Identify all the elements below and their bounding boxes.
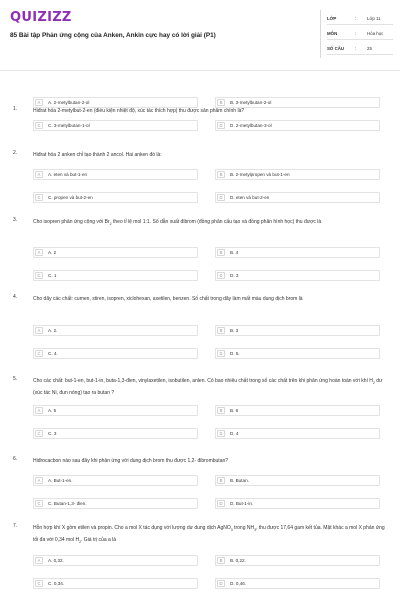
option-c[interactable]: C C. propen và but-2-en <box>33 192 198 203</box>
option-d[interactable]: D D. 3 <box>215 270 380 281</box>
question-number: 1. <box>13 106 18 112</box>
option-a[interactable]: A A. But-1-en. <box>33 475 198 486</box>
meta-label: SỐ CÂU <box>327 46 345 51</box>
option-a[interactable]: A A. 2. <box>33 325 198 336</box>
option-a[interactable]: A A. 5 <box>33 405 198 416</box>
worksheet-title: 85 Bài tập Phản ứng cộng của Anken, Ankin cực hay có lời giải (P1) <box>10 32 216 39</box>
question-text: Hỗn hợp khí X gồm etilen và propin. Cho a mol X tác dụng với lượng dư dung dịch AgNO$_3$ trong $NH_3$, thu được 17,64 gam kết tủa. Mặt khác a mol X phản ứng tối đa với 0,34 mol $H_2$. Giá trị của a là <box>33 525 385 544</box>
quizizz-logo: QUIZIZZ <box>10 10 72 25</box>
question-number: 3. <box>13 217 18 223</box>
option-c[interactable]: C C. 4. <box>33 348 198 359</box>
question-number: 2. <box>13 150 18 156</box>
question-number: 6. <box>13 456 18 462</box>
worksheet-header <box>0 0 400 64</box>
option-c[interactable]: C C. 3-metylbutan-1-ol <box>33 120 198 131</box>
option-d[interactable]: D D. 4 <box>215 428 380 439</box>
question-text: Cho các chất: but-1-en, but-1-in, buta-1,3-đien, vinylaxetilen, isobutilen, anlen. Có bao nhiêu chất trong số các chất trên khi phản ứng hoàn toàn với khí $H_2$ dư (xúc tác Ni, đun nóng) tạo ra butan ? <box>33 378 383 396</box>
meta-row-class: LỚP : Lớp 11 <box>327 16 393 28</box>
option-c[interactable]: C C. Butan-1,3- đien. <box>33 498 198 509</box>
option-c[interactable]: C C. 1 <box>33 270 198 281</box>
meta-box <box>320 10 392 58</box>
option-d[interactable]: D D. 0,46. <box>215 578 380 589</box>
meta-value: Hóa học <box>367 31 384 36</box>
question-text: Cho dãy các chất: cumen, stiren, isopren, xiclohexan, axetilen, benzen. Số chất trong dãy làm mất màu dung dịch brom là <box>33 296 303 302</box>
question-number: 7. <box>13 523 18 529</box>
option-b[interactable]: B B. 4 <box>215 247 380 258</box>
option-a[interactable]: A A. eten và but-1-en <box>33 169 198 180</box>
meta-label: MÔN <box>327 31 338 36</box>
option-d[interactable]: D D. But-1-in. <box>215 498 380 509</box>
question-text: Cho isopren phản ứng cộng với $Br_2$ theo tỉ lệ mol 1:1. Số dẫn xuất đibrom (đồng phân cấu tạo và đồng phân hình học) thu được là <box>33 219 322 226</box>
question-text: Hiđrat hóa 2 anken chỉ tạo thành 2 ancol. Hai anken đó là: <box>33 152 162 158</box>
option-b[interactable]: B B. 3 <box>215 325 380 336</box>
option-c[interactable]: C C. 3 <box>33 428 198 439</box>
option-b[interactable]: B B. 0,22. <box>215 555 380 566</box>
option-b[interactable]: B B. 6 <box>215 405 380 416</box>
option-a[interactable]: A A. 2 <box>33 247 198 258</box>
question-number: 4. <box>13 294 18 300</box>
meta-value: Lớp 11 <box>367 16 381 21</box>
question-number: 5. <box>13 376 18 382</box>
option-b[interactable]: B B. 3-metylbutan-2-ol <box>215 97 380 108</box>
option-c[interactable]: C C. 0,34. <box>33 578 198 589</box>
meta-row-count: SỐ CÂU : 25 <box>327 46 393 58</box>
meta-value: 25 <box>367 46 372 51</box>
option-b[interactable]: B B. Butan. <box>215 475 380 486</box>
option-a[interactable]: A A. 0,32. <box>33 555 198 566</box>
option-b[interactable]: B B. 2-metylpropen và but-1-en <box>215 169 380 180</box>
option-d[interactable]: D D. 2-metylbutan-3-ol <box>215 120 380 131</box>
meta-row-subject: MÔN : Hóa học <box>327 31 393 43</box>
meta-label: LỚP <box>327 16 337 21</box>
option-d[interactable]: D D. 5. <box>215 348 380 359</box>
option-a[interactable]: A A. 2-metylbutan-2-ol <box>33 97 198 108</box>
question-text: Hiđrocacbon nào sau đây khi phản ứng với dung dịch brom thu được 1,2- đibrombutan? <box>33 458 229 464</box>
option-d[interactable]: D D. eten và but-2-en <box>215 192 380 203</box>
header-divider <box>0 70 400 71</box>
question-text: Hiđrat hóa 2-metylbut-2-en (điều kiện nhiệt độ, xúc tác thích hợp) thu được sản phẩm chính là? <box>33 108 245 114</box>
